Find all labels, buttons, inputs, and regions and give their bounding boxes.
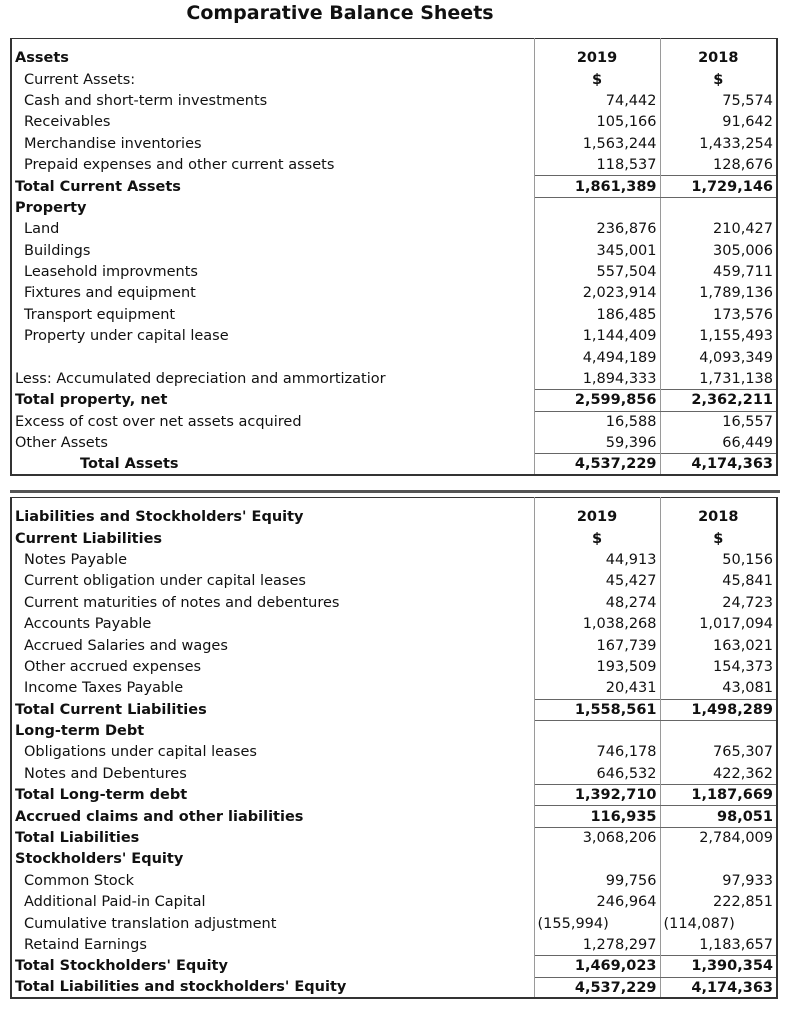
table-row [11, 592, 777, 613]
table-row [11, 112, 777, 133]
row-label: Cumulative translation adjustment [11, 913, 534, 934]
column-header-2018: 2018 [660, 48, 777, 69]
row-label: Total Liabilities and stockholders' Equity [11, 977, 534, 998]
row-label: Total Current Assets [11, 176, 534, 197]
value-2019: $ [534, 69, 660, 90]
value-2019: 1,278,297 [534, 934, 660, 955]
table-row [11, 411, 777, 432]
table-row [11, 678, 777, 699]
table-row [11, 390, 777, 411]
value-2018: 91,642 [660, 112, 777, 133]
row-label: Income Taxes Payable [11, 678, 534, 699]
table-row [11, 304, 777, 325]
table-row [11, 892, 777, 913]
table-row [11, 934, 777, 955]
row-label: Long-term Debt [11, 720, 534, 741]
row-label: Accrued Salaries and wages [11, 635, 534, 656]
value-2019 [534, 849, 660, 870]
value-2019: 44,913 [534, 549, 660, 570]
value-2019: 167,739 [534, 635, 660, 656]
value-2019: 557,504 [534, 261, 660, 282]
value-2018: 24,723 [660, 592, 777, 613]
value-2018: 4,093,349 [660, 347, 777, 368]
spacer-cell [660, 39, 777, 48]
value-2018: 1,155,493 [660, 326, 777, 347]
table-row [11, 176, 777, 197]
value-2018: 1,187,669 [660, 785, 777, 806]
value-2018: 1,017,094 [660, 613, 777, 634]
table-row [11, 785, 777, 806]
table-row [11, 454, 777, 475]
row-label: Current maturities of notes and debentures [11, 592, 534, 613]
value-2019: 20,431 [534, 678, 660, 699]
value-2018: 305,006 [660, 240, 777, 261]
row-label: Total property, net [11, 390, 534, 411]
spacer-cell [534, 498, 660, 507]
table-row [11, 699, 777, 720]
value-2019: $ [534, 528, 660, 549]
value-2019: 1,894,333 [534, 368, 660, 389]
row-label: Current obligation under capital leases [11, 571, 534, 592]
value-2018: 163,021 [660, 635, 777, 656]
value-2018: 1,789,136 [660, 283, 777, 304]
value-2018 [660, 849, 777, 870]
value-2019: 118,537 [534, 154, 660, 175]
value-2019: 746,178 [534, 742, 660, 763]
value-2019: 116,935 [534, 806, 660, 827]
value-2019: 186,485 [534, 304, 660, 325]
liabilities-table [10, 497, 778, 999]
value-2018: 222,851 [660, 892, 777, 913]
table-row [11, 827, 777, 848]
value-2019: 74,442 [534, 90, 660, 111]
table-row [11, 613, 777, 634]
value-2019: 3,068,206 [534, 827, 660, 848]
value-2018: 173,576 [660, 304, 777, 325]
table-row [11, 368, 777, 389]
table-row [11, 133, 777, 154]
value-2019: 1,144,409 [534, 326, 660, 347]
value-2018: 422,362 [660, 763, 777, 784]
value-2018: 210,427 [660, 219, 777, 240]
header-row [11, 48, 777, 69]
value-2019: 246,964 [534, 892, 660, 913]
table-row [11, 154, 777, 175]
table-row [11, 326, 777, 347]
page-title: Comparative Balance Sheets [186, 2, 494, 24]
value-2018: 1,498,289 [660, 699, 777, 720]
row-label: Notes Payable [11, 549, 534, 570]
table-row [11, 956, 777, 977]
value-2018: 1,390,354 [660, 956, 777, 977]
row-label: Total Liabilities [11, 827, 534, 848]
value-2018: 75,574 [660, 90, 777, 111]
header-row [11, 507, 777, 528]
spacer-cell [11, 39, 534, 48]
row-label: Land [11, 219, 534, 240]
row-label: Merchandise inventories [11, 133, 534, 154]
value-2019: 1,563,244 [534, 133, 660, 154]
value-2018: $ [660, 528, 777, 549]
spacer-cell [534, 39, 660, 48]
value-2019: 105,166 [534, 112, 660, 133]
value-2018: 2,362,211 [660, 390, 777, 411]
row-label: Total Current Liabilities [11, 699, 534, 720]
value-2018: 4,174,363 [660, 977, 777, 998]
section-heading: Assets [11, 48, 534, 69]
value-2019: 4,537,229 [534, 977, 660, 998]
value-2019: 345,001 [534, 240, 660, 261]
value-2019 [534, 197, 660, 218]
spacer-row [11, 498, 777, 507]
spacer-cell [11, 498, 534, 507]
value-2018: 45,841 [660, 571, 777, 592]
value-2018: $ [660, 69, 777, 90]
section-divider [10, 490, 780, 493]
value-2019: 59,396 [534, 433, 660, 454]
table-row [11, 656, 777, 677]
table-row [11, 720, 777, 741]
row-label [11, 347, 534, 368]
value-2018: 50,156 [660, 549, 777, 570]
value-2018: 1,183,657 [660, 934, 777, 955]
value-2018: 1,729,146 [660, 176, 777, 197]
value-2019: 16,588 [534, 411, 660, 432]
row-label: Leasehold improvments [11, 261, 534, 282]
value-2018: 2,784,009 [660, 827, 777, 848]
table-row [11, 742, 777, 763]
row-label: Other Assets [11, 433, 534, 454]
value-2019: 48,274 [534, 592, 660, 613]
column-header-2019: 2019 [534, 48, 660, 69]
value-2019 [534, 720, 660, 741]
table-row [11, 635, 777, 656]
section-heading: Liabilities and Stockholders' Equity [11, 507, 534, 528]
row-label: Obligations under capital leases [11, 742, 534, 763]
table-row [11, 763, 777, 784]
value-2018: (114,087) [660, 913, 777, 934]
table-row [11, 433, 777, 454]
value-2018: 154,373 [660, 656, 777, 677]
row-label: Prepaid expenses and other current assets [11, 154, 534, 175]
row-label: Total Assets [11, 454, 534, 475]
table-row [11, 197, 777, 218]
row-label: Notes and Debentures [11, 763, 534, 784]
row-label: Other accrued expenses [11, 656, 534, 677]
row-label: Total Stockholders' Equity [11, 956, 534, 977]
value-2018: 765,307 [660, 742, 777, 763]
column-header-2018: 2018 [660, 507, 777, 528]
column-header-2019: 2019 [534, 507, 660, 528]
table-row [11, 347, 777, 368]
value-2018: 459,711 [660, 261, 777, 282]
row-label: Fixtures and equipment [11, 283, 534, 304]
row-label: Additional Paid-in Capital [11, 892, 534, 913]
value-2019: 99,756 [534, 870, 660, 891]
value-2019: 4,537,229 [534, 454, 660, 475]
table-row [11, 528, 777, 549]
value-2019: (155,994) [534, 913, 660, 934]
value-2019: 1,861,389 [534, 176, 660, 197]
table-row [11, 261, 777, 282]
value-2019: 1,392,710 [534, 785, 660, 806]
value-2019: 236,876 [534, 219, 660, 240]
value-2019: 1,558,561 [534, 699, 660, 720]
row-label: Receivables [11, 112, 534, 133]
table-row [11, 90, 777, 111]
value-2018: 1,731,138 [660, 368, 777, 389]
row-label: Common Stock [11, 870, 534, 891]
row-label: Excess of cost over net assets acquired [11, 411, 534, 432]
row-label: Retaind Earnings [11, 934, 534, 955]
row-label: Stockholders' Equity [11, 849, 534, 870]
value-2019: 193,509 [534, 656, 660, 677]
row-label: Total Long-term debt [11, 785, 534, 806]
table-row [11, 913, 777, 934]
spacer-cell [660, 498, 777, 507]
table-row [11, 69, 777, 90]
table-row [11, 870, 777, 891]
table-row [11, 571, 777, 592]
spacer-row [11, 39, 777, 48]
value-2019: 4,494,189 [534, 347, 660, 368]
value-2018 [660, 197, 777, 218]
value-2018: 1,433,254 [660, 133, 777, 154]
row-label: Accrued claims and other liabilities [11, 806, 534, 827]
value-2018: 43,081 [660, 678, 777, 699]
row-label: Buildings [11, 240, 534, 261]
row-label: Transport equipment [11, 304, 534, 325]
value-2019: 2,599,856 [534, 390, 660, 411]
row-label: Property under capital lease [11, 326, 534, 347]
table-row [11, 849, 777, 870]
value-2019: 1,038,268 [534, 613, 660, 634]
value-2019: 1,469,023 [534, 956, 660, 977]
value-2018: 98,051 [660, 806, 777, 827]
value-2018: 16,557 [660, 411, 777, 432]
row-label: Current Liabilities [11, 528, 534, 549]
value-2018: 97,933 [660, 870, 777, 891]
row-label: Accounts Payable [11, 613, 534, 634]
row-label: Less: Accumulated depreciation and ammortizatior [11, 368, 534, 389]
row-label: Current Assets: [11, 69, 534, 90]
table-row [11, 977, 777, 998]
row-label: Cash and short-term investments [11, 90, 534, 111]
value-2018: 128,676 [660, 154, 777, 175]
assets-table [10, 38, 778, 476]
table-row [11, 240, 777, 261]
row-label: Property [11, 197, 534, 218]
table-row [11, 283, 777, 304]
value-2019: 2,023,914 [534, 283, 660, 304]
value-2019: 45,427 [534, 571, 660, 592]
table-row [11, 806, 777, 827]
value-2018: 66,449 [660, 433, 777, 454]
value-2018: 4,174,363 [660, 454, 777, 475]
value-2018 [660, 720, 777, 741]
table-row [11, 219, 777, 240]
table-row [11, 549, 777, 570]
value-2019: 646,532 [534, 763, 660, 784]
